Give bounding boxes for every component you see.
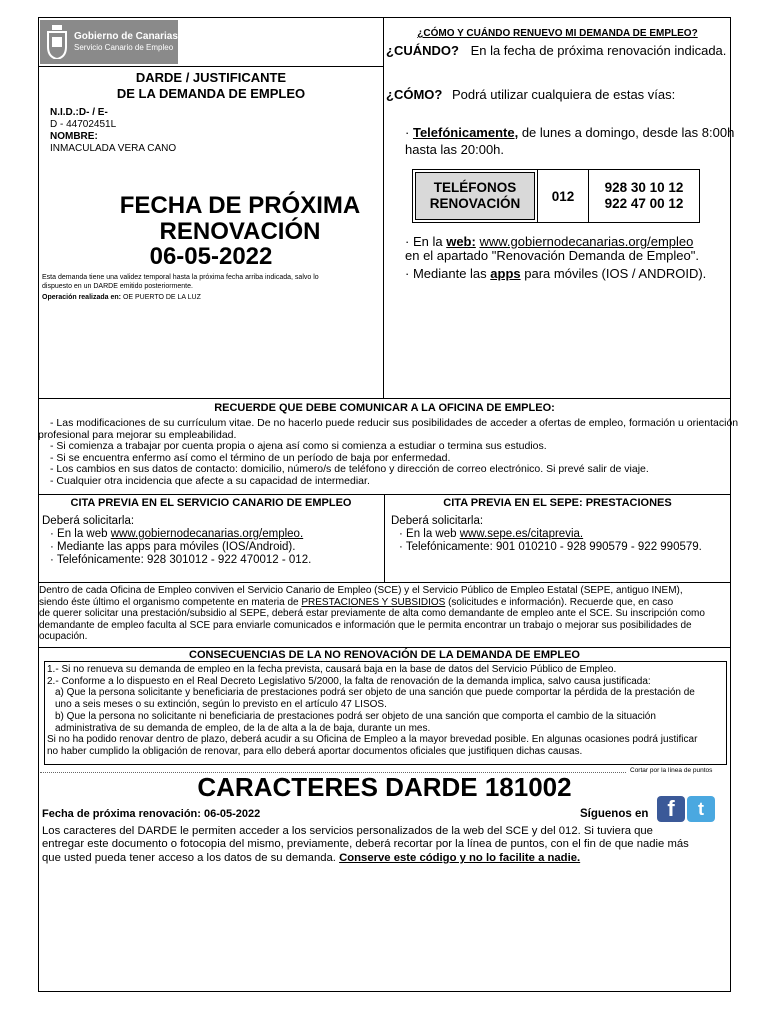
cuando-line: ¿CUÁNDO? En la fecha de próxima renovación indicada. xyxy=(386,43,727,58)
list-item: no haber cumplido la obligación de renovar, para ello deberá aportar documentos oficiales que justifiquen dichas causas. xyxy=(47,745,583,757)
caracteres-fecha: Fecha de próxima renovación: 06-05-2022 xyxy=(42,808,261,820)
list-item: - Si se encuentra enfermo así como el término de un período de baja por enfermedad. xyxy=(50,451,451,464)
sepe-web-link[interactable]: www.sepe.es/citaprevia. xyxy=(459,528,584,540)
list-item: a) Que la persona solicitante y beneficiaria de prestaciones podrá ser objeto de una sanción que puede comportar la pérdida de la prestación de xyxy=(55,687,695,699)
phone-numbers[interactable]: 928 30 10 12 922 47 00 12 xyxy=(604,180,684,211)
nombre-value: INMACULADA VERA CANO xyxy=(50,143,177,154)
consecuencias-list xyxy=(47,664,697,758)
telefonos-renovacion-table xyxy=(412,169,700,223)
operacion: Operación realizada en: OE PUERTO DE LA LUZ xyxy=(42,294,201,301)
list-item: Si no ha podido renovar dentro de plazo, deberá acudir a su Oficina de Empleo a la mayor brevedad posible. En algunas ocasiones podrá justificar xyxy=(47,734,698,746)
como-cuando-heading: ¿CÓMO Y CUÁNDO RENUEVO MI DEMANDA DE EMPLEO? xyxy=(417,28,698,39)
coat-of-arms-icon xyxy=(46,25,68,59)
nid-label: N.I.D.:D- / E- xyxy=(50,107,108,118)
divider-consecuencias xyxy=(38,647,731,648)
como-line: ¿CÓMO? Podrá utilizar cualquiera de estas vías: xyxy=(386,87,676,102)
phone-012[interactable]: 012 xyxy=(537,170,589,222)
caracteres-title: CARACTERES DARDE 181002 xyxy=(197,772,572,802)
nid-value: D - 44702451L xyxy=(50,119,117,130)
list-item: - Cualquier otra incidencia que afecte a su capacidad de intermediar. xyxy=(50,474,370,487)
list-item: - Los cambios en sus datos de contacto: domicilio, número/s de teléfono y dirección de correo electrónico. Si prevé salir de viaje. xyxy=(50,463,649,475)
divider-info xyxy=(38,582,731,583)
caracteres-paragraph: Los caracteres del DARDE le permiten acceder a los servicios personalizados de la web del SCE y del 012. Si tuviera que entregar este documento o fotocopia del mismo, previamente, deberá recortar por la línea de puntos, con el fin de que nadie más que usted pueda tener acceso a los datos de su demanda. Conserve este código y no lo facilite a nadie. xyxy=(42,825,689,864)
social-links xyxy=(657,796,715,822)
list-item: uno a seis meses o su extinción, según lo previsto en el artículo 47 LISOS. xyxy=(55,699,387,711)
darde-title: DARDE / JUSTIFICANTE DE LA DEMANDA DE EMPLEO xyxy=(116,70,306,101)
list-item: b) Que la persona no solicitante ni beneficiaria de prestaciones podrá ser objeto de una sanción que comporta el cambio de la situación xyxy=(55,710,656,722)
divider-recuerde xyxy=(38,398,731,399)
logo-line1: Gobierno de Canarias xyxy=(74,31,178,42)
info-paragraph: Dentro de cada Oficina de Empleo conviven el Servicio Canario de Empleo (SCE) y el Servicio Público de Empleo Estatal (SEPE, antiguo INEM), siendo éste último el organismo competente en materia de PRESTACIONES Y SUBSIDIOS (solicitudes e información). Recuerde que, en caso de querer solicitar una prestación/subsidio al SEPE, deberá estar previamente de alta como demandante de empleo ante el SCE. Su inscripción como demandante de empleo faculta al SCE para enviarle comunicados e información que le permita encontrar un trabajo o mejorar sus posibilidades de ocupación. xyxy=(39,585,705,643)
apps-line: · Mediante las apps para móviles (IOS / ANDROID). xyxy=(405,266,707,281)
fecha-proxima-renovacion: FECHA DE PRÓXIMA RENOVACIÓN xyxy=(119,192,361,245)
conserve-codigo: Conserve este código y no lo facilite a nadie. xyxy=(339,851,581,864)
web-apartado: en el apartado "Renovación Demanda de Empleo". xyxy=(405,248,699,263)
cita-sce-title: CITA PREVIA EN EL SERVICIO CANARIO DE EMPLEO xyxy=(70,497,352,509)
gobierno-canarias-logo xyxy=(40,20,178,64)
cita-sce-body: Deberá solicitarla: · En la web www.gobiernodecanarias.org/empleo. · Mediante las apps para móviles (IOS/Android). · Telefónicamente: 928 301012 - 922 470012 - 012. xyxy=(42,515,312,566)
list-item: profesional para mejorar su empleabilidad. xyxy=(38,428,237,441)
cita-sepe-title: CITA PREVIA EN EL SEPE: PRESTACIONES xyxy=(443,497,672,509)
fecha-date: 06-05-2022 xyxy=(149,243,273,270)
web-link[interactable]: www.gobiernodecanarias.org/empleo xyxy=(479,234,694,249)
list-item: - Las modificaciones de su currículum vitae. De no hacerlo puede reducir sus posibilidades de acceder a ofertas de empleo, formación u orientación xyxy=(50,417,739,429)
sce-web-link[interactable]: www.gobiernodecanarias.org/empleo. xyxy=(110,528,304,540)
cita-sepe-body: Deberá solicitarla: · En la web www.sepe.es/citaprevia. · Telefónicamente: 901 010210 - 928 990579 - 922 990579. xyxy=(391,515,702,553)
recuerde-title: RECUERDE QUE DEBE COMUNICAR A LA OFICINA DE EMPLEO: xyxy=(214,402,555,414)
nombre-label: NOMBRE: xyxy=(50,131,98,142)
telefonos-renovacion-header: TELÉFONOS RENOVACIÓN xyxy=(415,172,535,220)
recuerde-list xyxy=(38,417,739,487)
prestaciones-link[interactable]: PRESTACIONES Y SUBSIDIOS xyxy=(301,596,446,608)
list-item: 1.- Si no renueva su demanda de empleo en la fecha prevista, causará baja en la base de datos del Servicio Público de Empleo. xyxy=(47,664,617,675)
facebook-icon[interactable]: f xyxy=(657,796,685,822)
twitter-icon[interactable]: t xyxy=(687,796,715,822)
consecuencias-title: CONSECUENCIAS DE LA NO RENOVACIÓN DE LA DEMANDA DE EMPLEO xyxy=(189,649,580,661)
cut-note: Cortar por la línea de puntos xyxy=(630,767,713,774)
list-item: administrativa de su demanda de empleo, de la de alta a la de baja, durante un mes. xyxy=(55,722,431,734)
validez-text: Esta demanda tiene una validez temporal hasta la próxima fecha arriba indicada, salvo lo dispuesto en un DARDE emitido posteriormente. xyxy=(42,274,319,290)
list-item: 2.- Conforme a lo dispuesto en el Real Decreto Legislativo 5/2000, la falta de renovación de la demanda implica, salvo causa justificada: xyxy=(47,675,651,687)
siguenos-label: Síguenos en xyxy=(580,808,649,820)
web-line: · En la web: www.gobiernodecanarias.org/empleo xyxy=(405,234,694,249)
telefonicamente-text: · Telefónicamente, de lunes a domingo, desde las 8:00h hasta las 20:00h. xyxy=(405,125,735,157)
list-item: - Si comienza a trabajar por cuenta propia o ajena así como si comienza a estudiar o termina sus estudios. xyxy=(50,440,547,452)
divider-logo xyxy=(38,66,384,67)
logo-line2: Servicio Canario de Empleo xyxy=(74,43,174,52)
